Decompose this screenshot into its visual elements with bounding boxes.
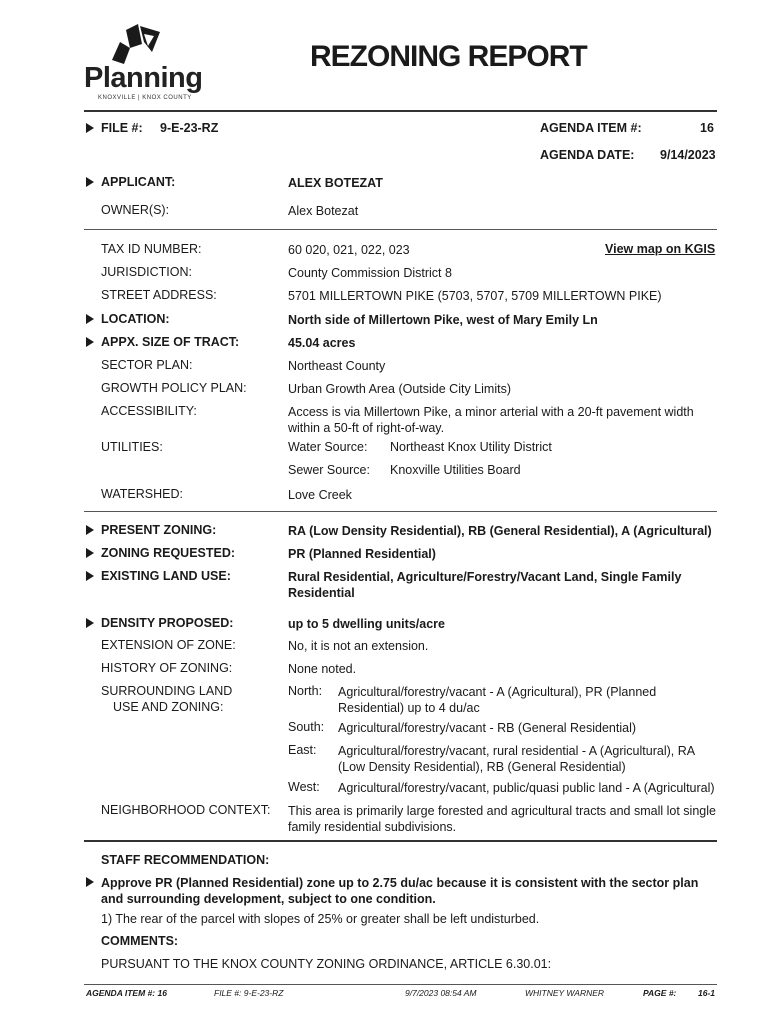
tract-size-label: APPX. SIZE OF TRACT:	[101, 335, 240, 349]
growth-policy-value: Urban Growth Area (Outside City Limits)	[288, 382, 511, 396]
footer-divider	[84, 984, 717, 985]
footer-page-value: 16-1	[698, 988, 716, 998]
utilities-label: UTILITIES:	[101, 440, 163, 454]
divider	[84, 840, 717, 842]
north-label: North:	[288, 684, 323, 698]
south-label: South:	[288, 720, 325, 734]
file-label: FILE #:	[101, 121, 143, 135]
history-label: HISTORY OF ZONING:	[101, 661, 233, 675]
present-zoning-label: PRESENT ZONING:	[101, 523, 217, 537]
footer-file: FILE #: 9-E-23-RZ	[214, 988, 284, 998]
watershed-value: Love Creek	[288, 488, 352, 502]
footer-timestamp: 9/7/2023 08:54 AM	[405, 988, 477, 998]
growth-policy-label: GROWTH POLICY PLAN:	[101, 381, 247, 395]
street-address-value: 5701 MILLERTOWN PIKE (5703, 5707, 5709 MILLERTOWN PIKE)	[288, 289, 662, 303]
divider	[84, 229, 717, 230]
pursuant-text: PURSUANT TO THE KNOX COUNTY ZONING ORDINANCE, ARTICLE 6.30.01:	[101, 957, 552, 971]
staff-heading: STAFF RECOMMENDATION:	[101, 853, 270, 867]
agenda-date-value: 9/14/2023	[660, 148, 716, 162]
owner-value: Alex Botezat	[288, 204, 359, 218]
east-value: Agricultural/forestry/vacant, rural residential - A (Agricultural), RA (Low Density Residential), RB (General Residential)	[338, 744, 695, 774]
logo-word: Planning	[84, 62, 203, 94]
tax-id-label: TAX ID NUMBER:	[101, 242, 202, 256]
logo-subtitle: KNOXVILLE | KNOX COUNTY	[98, 95, 192, 101]
agenda-item-value: 16	[700, 121, 714, 135]
footer-page-label: PAGE #:	[643, 988, 677, 998]
owner-label: OWNER(S):	[101, 203, 170, 217]
accessibility-value: Access is via Millertown Pike, a minor arterial with a 20-ft pavement width within a 50-ft of right-of-way.	[288, 405, 694, 435]
surrounding-label: SURROUNDING LAND	[101, 684, 233, 698]
applicant-label: APPLICANT:	[101, 175, 176, 189]
bullet-arrow-icon	[86, 618, 94, 628]
north-value: Agricultural/forestry/vacant - A (Agricultural), PR (Planned Residential) up to 4 du/ac	[338, 685, 657, 715]
sewer-source-label: Sewer Source:	[288, 463, 370, 477]
accessibility-label: ACCESSIBILITY:	[101, 404, 197, 418]
street-address-label: STREET ADDRESS:	[101, 288, 217, 302]
west-value: Agricultural/forestry/vacant, public/quasi public land - A (Agricultural)	[338, 781, 715, 795]
tax-id-value: 60 020, 021, 022, 023	[288, 243, 410, 257]
sector-plan-value: Northeast County	[288, 359, 386, 373]
bullet-arrow-icon	[86, 337, 94, 347]
density-label: DENSITY PROPOSED:	[101, 616, 234, 630]
west-label: West:	[288, 780, 320, 794]
zoning-requested-value: PR (Planned Residential)	[288, 547, 436, 561]
planning-logo-icon	[108, 20, 170, 66]
comments-heading: COMMENTS:	[101, 934, 179, 948]
divider	[84, 110, 717, 112]
east-label: East:	[288, 743, 317, 757]
bullet-arrow-icon	[86, 177, 94, 187]
present-zoning-value: RA (Low Density Residential), RB (General Residential), A (Agricultural)	[288, 524, 712, 538]
extension-label: EXTENSION OF ZONE:	[101, 638, 236, 652]
water-source-label: Water Source:	[288, 440, 368, 454]
neighborhood-label: NEIGHBORHOOD CONTEXT:	[101, 803, 271, 817]
location-value: North side of Millertown Pike, west of Mary Emily Ln	[288, 313, 598, 327]
tract-size-value: 45.04 acres	[288, 336, 356, 350]
water-source-value: Northeast Knox Utility District	[390, 440, 552, 454]
extension-value: No, it is not an extension.	[288, 639, 429, 653]
agenda-item-label: AGENDA ITEM #:	[540, 121, 642, 135]
footer-agenda: AGENDA ITEM #: 16	[86, 988, 167, 998]
jurisdiction-label: JURISDICTION:	[101, 265, 192, 279]
bullet-arrow-icon	[86, 571, 94, 581]
footer-author: WHITNEY WARNER	[525, 988, 605, 998]
zoning-requested-label: ZONING REQUESTED:	[101, 546, 236, 560]
sewer-source-value: Knoxville Utilities Board	[390, 463, 521, 477]
location-label: LOCATION:	[101, 312, 170, 326]
watershed-label: WATERSHED:	[101, 487, 183, 501]
agenda-date-label: AGENDA DATE:	[540, 148, 635, 162]
surrounding-label-cont: USE AND ZONING:	[113, 700, 224, 714]
divider	[84, 511, 717, 512]
staff-recommendation: Approve PR (Planned Residential) zone up to 2.75 du/ac because it is consistent with the sector plan and surrounding development, subject to one condition.	[101, 876, 699, 906]
file-number: 9-E-23-RZ	[160, 121, 219, 135]
existing-land-use-label: EXISTING LAND USE:	[101, 569, 231, 583]
sector-plan-label: SECTOR PLAN:	[101, 358, 193, 372]
bullet-arrow-icon	[86, 525, 94, 535]
history-value: None noted.	[288, 662, 357, 676]
kgis-map-link[interactable]: View map on KGIS	[605, 242, 716, 256]
bullet-arrow-icon	[86, 877, 94, 887]
density-value: up to 5 dwelling units/acre	[288, 617, 445, 631]
south-value: Agricultural/forestry/vacant - RB (General Residential)	[338, 721, 637, 735]
applicant-value: ALEX BOTEZAT	[288, 176, 383, 190]
jurisdiction-value: County Commission District 8	[288, 266, 452, 280]
neighborhood-value: This area is primarily large forested and agricultural tracts and small lot single family residential subdivisions.	[288, 804, 716, 834]
existing-land-use-value: Rural Residential, Agriculture/Forestry/Vacant Land, Single Family Residential	[288, 570, 682, 600]
staff-condition: 1) The rear of the parcel with slopes of 25% or greater shall be left undisturbed.	[101, 912, 540, 926]
bullet-arrow-icon	[86, 548, 94, 558]
page-title: REZONING REPORT	[310, 40, 587, 73]
bullet-arrow-icon	[86, 123, 94, 133]
bullet-arrow-icon	[86, 314, 94, 324]
